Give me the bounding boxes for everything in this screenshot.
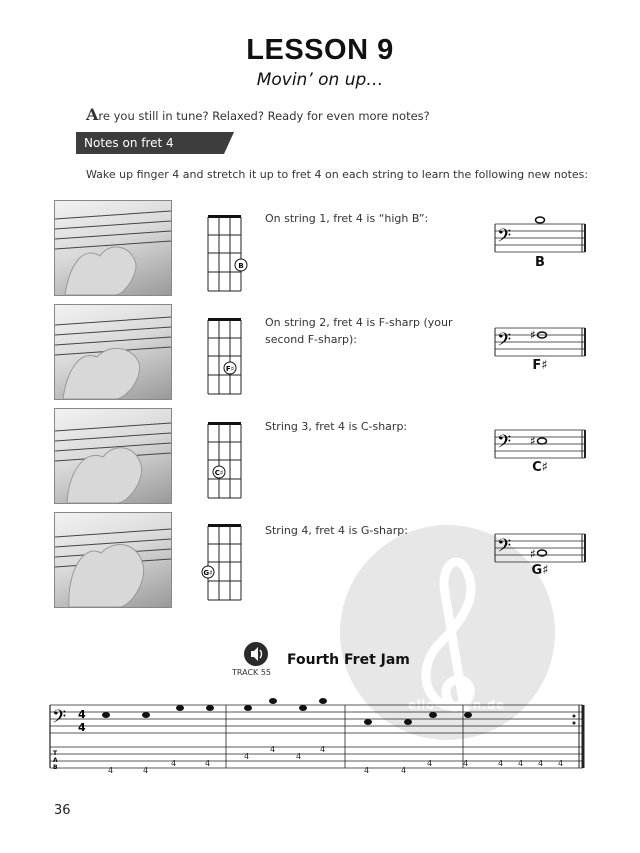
tab-number-11: 4 [427, 759, 433, 768]
note-description-1: On string 1, fret 4 is “high B”: [265, 212, 429, 225]
chart-label-2: F♯ [225, 365, 235, 373]
tab-number-4: 4 [205, 759, 211, 768]
tab-number-13: 4 [498, 759, 504, 768]
page-number: 36 [54, 803, 71, 818]
tab-number-3: 4 [171, 759, 177, 768]
tab-numbers [108, 745, 563, 775]
note-description-4: String 4, fret 4 is G-sharp: [265, 524, 408, 537]
tab-number-2: 4 [143, 766, 149, 775]
track-label: TRACK 55 [232, 668, 272, 677]
svg-text:4: 4 [78, 721, 86, 734]
svg-text:T: T [53, 750, 58, 757]
tab-number-15: 4 [538, 759, 544, 768]
lesson-title: LESSON 9 [246, 34, 394, 66]
svg-text:𝄢: 𝄢 [497, 536, 512, 561]
svg-text:𝄢: 𝄢 [497, 330, 512, 355]
section-heading: Notes on fret 4 [76, 132, 224, 154]
svg-text:𝄢: 𝄢 [497, 432, 512, 457]
hand-photo-string-4 [54, 512, 172, 608]
intro-text: re you still in tune? Relaxed? Ready for even more notes? [98, 109, 430, 123]
tab-number-10: 4 [401, 766, 407, 775]
svg-text:4: 4 [78, 708, 86, 721]
tab-number-7: 4 [296, 752, 302, 761]
note-name-3: C♯ [532, 460, 548, 475]
tab-number-6: 4 [270, 745, 276, 754]
tab-number-1: 4 [108, 766, 114, 775]
intro-drop-cap: A [86, 105, 99, 124]
note-description-3: String 3, fret 4 is C-sharp: [265, 420, 408, 433]
tab-number-8: 4 [320, 745, 326, 754]
note-name-1: B [535, 255, 545, 270]
lesson-subtitle: Movin’ on up… [256, 70, 384, 90]
tab-number-16: 4 [558, 759, 564, 768]
section-instruction: Wake up finger 4 and stretch it up to fret 4 on each string to learn the following new notes: [86, 168, 589, 181]
hand-photo-string-2 [54, 304, 172, 400]
svg-text:𝄢: 𝄢 [52, 707, 67, 732]
song-title: Fourth Fret Jam [287, 652, 410, 668]
svg-text:♯: ♯ [530, 328, 536, 342]
tab-number-5: 4 [244, 752, 250, 761]
hand-photo-string-3 [54, 408, 172, 504]
svg-text:♯: ♯ [530, 547, 536, 561]
tab-number-12: 4 [463, 759, 469, 768]
tab-number-14: 4 [518, 759, 524, 768]
intro-paragraph [86, 105, 430, 124]
fret-diagram-string-4 [200, 522, 250, 602]
note-name-4: G♯ [531, 563, 549, 578]
chart-label-3: C♯ [214, 469, 224, 477]
song-notation [48, 695, 588, 780]
chart-label-1: B [238, 262, 244, 270]
chart-label-4: G♯ [203, 569, 213, 577]
note-name-2: F♯ [532, 358, 548, 373]
audio-track-icon[interactable] [244, 642, 268, 666]
fret-diagram-string-1 [200, 213, 250, 293]
fret-diagram-string-3 [200, 420, 250, 500]
svg-text:♯: ♯ [530, 434, 536, 448]
hand-photo-string-1 [54, 200, 172, 296]
svg-text:𝄢: 𝄢 [497, 226, 512, 251]
svg-text:B: B [53, 764, 58, 771]
fret-diagram-string-2 [200, 316, 250, 396]
watermark-text: ello-noten.de [408, 698, 505, 712]
tab-number-9: 4 [364, 766, 370, 775]
note-description-2: On string 2, fret 4 is F-sharp (your second F-sharp): [265, 316, 453, 346]
svg-text:A: A [53, 757, 58, 764]
